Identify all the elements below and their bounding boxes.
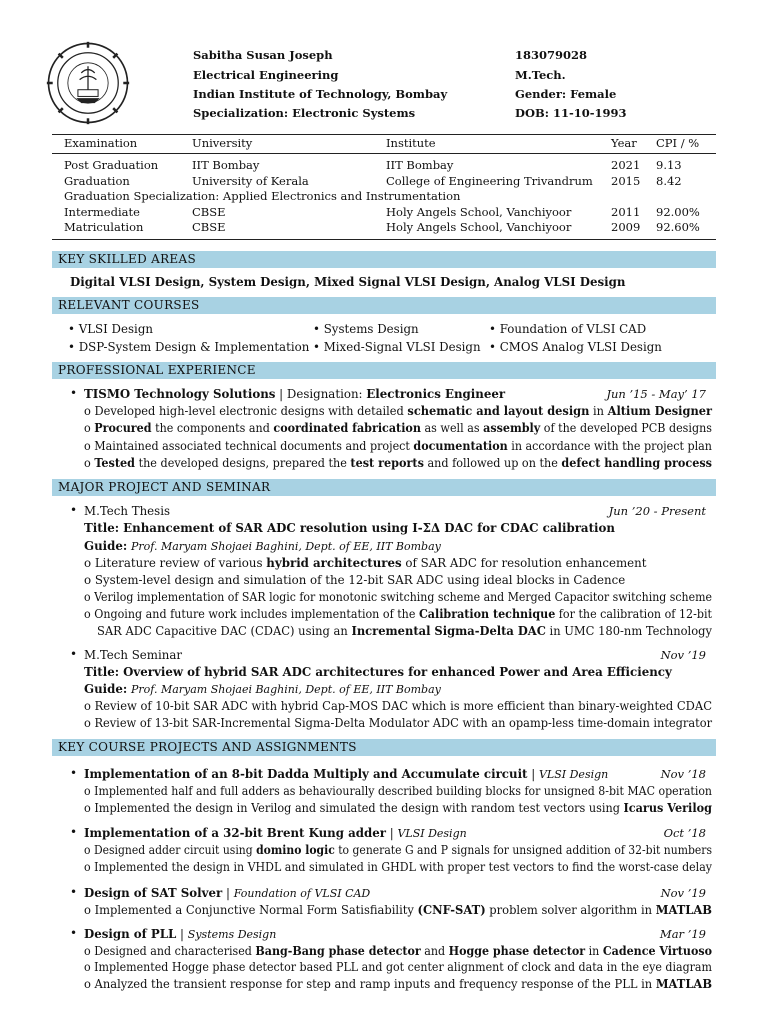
table-cell: Holy Angels School, Vanchiyoor [374,220,599,239]
assignment-heading [84,825,467,842]
guide-name: Prof. Maryam Shojaei Baghini, Dept. of EE, IIT Bombay [131,540,441,553]
experience-point [84,420,712,436]
thesis-point [84,555,646,571]
text: as well as [420,421,484,435]
experience-point [84,455,712,471]
seminar-heading: M.Tech Seminar [84,648,183,662]
table-row [52,220,716,239]
text: defect handling process [561,456,712,470]
text: in [585,944,603,958]
section-header-project: MAJOR PROJECT AND SEMINAR [52,479,716,496]
course-item: • Systems Design [313,322,419,336]
text: in UMC 180-nm Technology [545,624,712,638]
thesis-guide [84,538,441,555]
table-cell: IIT Bombay [192,158,260,172]
company-name: TISMO Technology Solutions [84,387,276,401]
seminar-point: o Review of 10-bit SAR ADC with hybrid Cap-MOS DAC which is more efficient than binary-weighted CDAC [84,699,712,713]
thesis-point: o System-level design and simulation of the 12-bit SAR ADC using ideal blocks in Cadence [84,573,626,587]
assignment-point: o Implemented Hogge phase detector based PLL and got center alignment of clock and data in the eye diagram [84,960,713,974]
table-cell: 2009 [599,220,644,239]
seminar-title: Title: Overview of hybrid SAR ADC architectures for enhanced Power and Area Efficiency [84,665,672,679]
text: assembly [483,421,541,435]
text: documentation [413,439,508,453]
table-row [52,174,716,190]
gender: Gender: Female [515,87,617,101]
roll-number: 183079028 [515,48,588,62]
table-row [52,189,716,205]
text: MATLAB [655,977,713,991]
text: o Implemented a Conjunctive Normal Form Satisfiability [84,903,418,917]
text: of SAR ADC for resolution enhancement [401,556,647,570]
assignment-course: VLSI Design [397,827,467,840]
thesis-heading: M.Tech Thesis [84,504,171,518]
assignment-date: Oct ’18 [663,826,706,840]
section-header-experience: PROFESSIONAL EXPERIENCE [52,362,716,379]
table-cell: 2015 [611,173,641,188]
assignment-course: Systems Design [187,928,277,941]
assignment-title: Implementation of a 32-bit Brent Kung adder [84,826,386,840]
degree: M.Tech. [515,68,566,82]
table-cell: Intermediate [64,204,140,219]
bullet: • [70,503,78,517]
table-cell: Holy Angels School, Vanchiyoor [386,204,572,219]
assignment-course: Foundation of VLSI CAD [233,887,371,900]
seminar-date: Nov ’19 [660,648,706,662]
column-header: Institute [374,135,599,154]
table-cell: 2011 [611,204,641,219]
text: SAR ADC Capacitive DAC (CDAC) using an [97,624,352,638]
section-header-skills: KEY SKILLED AREAS [52,251,716,268]
table-row [52,205,716,221]
thesis-title: Title: Enhancement of SAR ADC resolution using I-ΣΔ DAC for CDAC calibration [84,521,615,535]
bullet: • [70,766,78,780]
guide-label: Guide: [84,539,128,553]
table-cell: 92.60% [644,220,716,239]
column-header: Year [599,135,644,154]
table-row [52,154,716,174]
assignment-point [84,902,712,918]
table-cell: 9.13 [656,158,682,172]
course-item: • DSP-System Design & Implementation [68,340,310,354]
bullet: • [70,885,78,899]
assignment-title: Implementation of an 8-bit Dadda Multiply and Accumulate circuit [84,767,528,781]
assignment-point [84,976,712,992]
assignment-title: Design of SAT Solver [84,886,223,900]
table-cell: 2021 [611,158,641,172]
assignment-point [84,842,712,858]
date-of-birth: DOB: 11-10-1993 [515,106,627,120]
text: | [527,767,539,781]
course-item: • VLSI Design [68,322,153,336]
text: Hogge phase detector [448,944,586,958]
table-cell: Post Graduation [64,158,159,172]
text: in accordance with the project plan [507,439,712,453]
text: o [84,421,95,435]
course-item: • CMOS Analog VLSI Design [489,340,662,354]
table-cell: Graduation [64,173,130,188]
experience-point [84,403,712,419]
section-header-courses: RELEVANT COURSES [52,297,716,314]
text: MATLAB [655,903,713,917]
text: hybrid architectures [266,556,402,570]
table-header-row [52,135,716,154]
text: coordinated fabrication [273,421,421,435]
specialization: Specialization: Electronic Systems [193,106,416,120]
designation: Electronics Engineer [366,387,506,401]
experience-point [84,438,712,454]
table-cell: IIT Bombay [386,158,454,172]
text: | [176,927,188,941]
experience-heading [84,386,505,402]
text: Altium Designer [607,404,713,418]
assignment-point: o Implemented the design in VHDL and simulated in GHDL with proper test vectors to find the worst-case delay [84,860,713,874]
text: o Implemented the design in Verilog and simulated the design with random test vectors using [84,801,624,815]
table-cell: College of Engineering Trivandrum [386,173,593,188]
education-table [52,134,716,240]
text: the components and [151,421,274,435]
skills-list: Digital VLSI Design, System Design, Mixed Signal VLSI Design, Analog VLSI Design [70,275,626,289]
guide-name: Prof. Maryam Shojaei Baghini, Dept. of EE, IIT Bombay [131,683,441,696]
text: for the calibration of 12-bit [555,607,712,621]
thesis-point [84,606,712,622]
designation-label: | Designation: [275,387,367,401]
text: problem solver algorithm in [485,903,656,917]
assignment-point: o Implemented half and full adders as behaviourally described building blocks for unsigned 8-bit MAC operation [84,784,713,798]
text: o Designed adder circuit using [84,843,257,857]
text: | [385,826,398,840]
iit-bombay-logo [46,41,130,125]
specialization-note: Graduation Specialization: Applied Electronics and Instrumentation [64,189,461,204]
assignment-heading [84,926,276,943]
assignment-date: Nov ’19 [660,886,706,900]
assignment-course: VLSI Design [538,768,609,781]
bullet: • [70,386,78,400]
text: o Ongoing and future work includes implementation of the [84,607,419,621]
section-header-assignments: KEY COURSE PROJECTS AND ASSIGNMENTS [52,739,716,756]
thesis-point-continued [97,623,712,639]
column-header: CPI / % [644,135,716,154]
column-header: Examination [52,135,180,154]
text: test reports [350,456,424,470]
guide-label: Guide: [84,682,128,696]
text: schematic and layout design [407,404,590,418]
candidate-name: Sabitha Susan Joseph [193,48,333,62]
text: o Developed high-level electronic designs with detailed [84,404,408,418]
text: (CNF-SAT) [417,903,486,917]
text: of the developed PCB designs [540,421,712,435]
bullet: • [70,926,78,940]
assignment-heading [84,885,370,902]
text: Icarus Verilog [623,801,712,815]
thesis-date: Jun ’20 - Present [608,504,706,518]
text: | [222,886,234,900]
course-item: • Foundation of VLSI CAD [489,322,647,336]
text: in [589,404,608,418]
text: Bang-Bang phase detector [255,944,421,958]
seminar-guide [84,681,441,698]
table-cell: CBSE [192,204,226,219]
assignment-point [84,800,712,816]
course-item: • Mixed-Signal VLSI Design [313,340,481,354]
table-cell: CBSE [180,220,374,239]
department: Electrical Engineering [193,68,339,82]
text: domino logic [256,843,335,857]
text: Procured [94,421,152,435]
institute-name: Indian Institute of Technology, Bombay [193,87,448,101]
text: Cadence Virtuoso [602,944,713,958]
bullet: • [70,825,78,839]
table-cell: 92.00% [656,204,700,219]
assignment-date: Nov ’18 [660,767,706,781]
text: o Literature review of various [84,556,267,570]
text: Tested [94,456,136,470]
text: o [84,456,95,470]
experience-date: Jun ’15 - May’ 17 [606,387,706,401]
text: Incremental Sigma-Delta DAC [351,624,546,638]
assignment-date: Mar ’19 [659,927,706,941]
assignment-heading [84,766,608,783]
table-cell: University of Kerala [192,173,309,188]
thesis-point: o Verilog implementation of SAR logic for monotonic switching scheme and Merged Capacitor switching scheme [84,590,713,604]
column-header: University [180,135,374,154]
table-cell: Matriculation [52,220,180,239]
assignment-point [84,943,712,959]
text: and [420,944,449,958]
text: Calibration technique [418,607,556,621]
text: and followed up on the [423,456,562,470]
text: o Maintained associated technical documents and project [84,439,414,453]
seminar-point: o Review of 13-bit SAR-Incremental Sigma-Delta Modulator ADC with an opamp-less time-domain integrator [84,716,713,730]
text: the developed designs, prepared the [135,456,351,470]
assignment-title: Design of PLL [84,927,177,941]
text: o Analyzed the transient response for step and ramp inputs and frequency response of the PLL in [84,977,656,991]
text: to generate G and P signals for unsigned addition of 32-bit numbers [334,843,713,857]
bullet: • [70,647,78,661]
text: o Designed and characterised [84,944,256,958]
table-cell: 8.42 [656,173,682,188]
